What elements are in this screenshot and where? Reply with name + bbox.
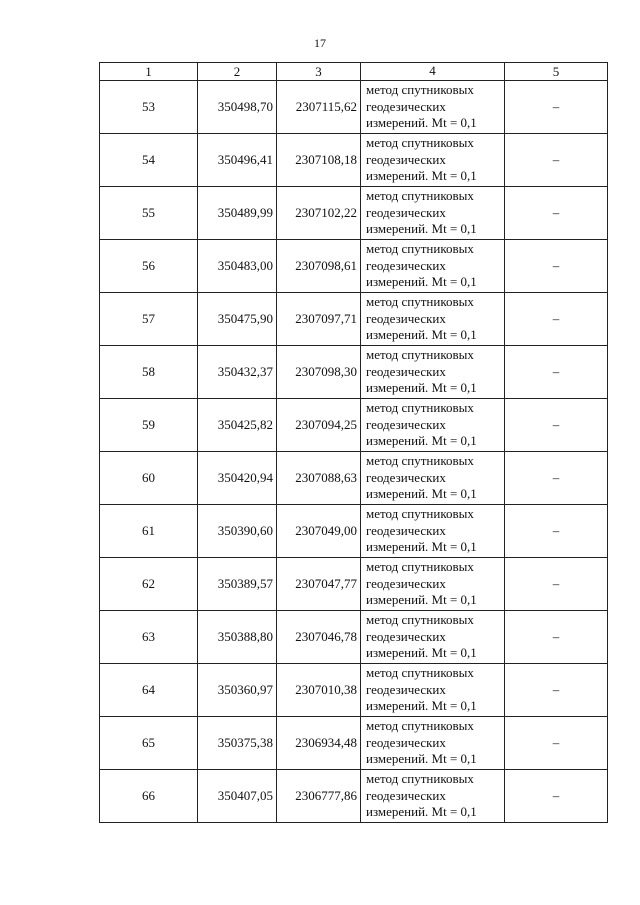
table-row <box>100 770 608 823</box>
note-cell: – <box>505 664 608 717</box>
point-number-cell: 66 <box>100 770 198 823</box>
x-coordinate-cell: 350390,60 <box>198 505 277 558</box>
point-number-cell: 62 <box>100 558 198 611</box>
column-header: 3 <box>277 63 361 81</box>
y-coordinate-cell: 2307049,00 <box>277 505 361 558</box>
x-coordinate-cell: 350375,38 <box>198 717 277 770</box>
y-coordinate-cell: 2307094,25 <box>277 399 361 452</box>
x-coordinate-cell: 350360,97 <box>198 664 277 717</box>
method-cell <box>361 717 505 770</box>
method-cell <box>361 558 505 611</box>
method-line: измерений. Mt = 0,1 <box>366 645 477 661</box>
point-number-cell: 56 <box>100 240 198 293</box>
method-line: геодезических <box>366 310 446 326</box>
table-row <box>100 505 608 558</box>
y-coordinate-cell: 2307098,61 <box>277 240 361 293</box>
table-row <box>100 240 608 293</box>
method-line: метод спутниковых <box>366 347 474 363</box>
column-header: 2 <box>198 63 277 81</box>
method-cell <box>361 611 505 664</box>
x-coordinate-cell: 350425,82 <box>198 399 277 452</box>
x-coordinate-cell: 350407,05 <box>198 770 277 823</box>
note-cell: – <box>505 187 608 240</box>
method-line: метод спутниковых <box>366 135 474 151</box>
method-line: метод спутниковых <box>366 559 474 575</box>
method-cell <box>361 770 505 823</box>
point-number-cell: 59 <box>100 399 198 452</box>
method-line: геодезических <box>366 734 446 750</box>
x-coordinate-cell: 350432,37 <box>198 346 277 399</box>
method-cell <box>361 81 505 134</box>
table-row <box>100 452 608 505</box>
point-number-cell: 65 <box>100 717 198 770</box>
method-line: геодезических <box>366 787 446 803</box>
method-line: геодезических <box>366 469 446 485</box>
y-coordinate-cell: 2307102,22 <box>277 187 361 240</box>
method-line: измерений. Mt = 0,1 <box>366 380 477 396</box>
method-line: измерений. Mt = 0,1 <box>366 592 477 608</box>
method-line: метод спутниковых <box>366 718 474 734</box>
method-cell <box>361 134 505 187</box>
method-line: геодезических <box>366 98 446 114</box>
method-line: метод спутниковых <box>366 82 474 98</box>
y-coordinate-cell: 2307047,77 <box>277 558 361 611</box>
method-line: геодезических <box>366 416 446 432</box>
point-number-cell: 53 <box>100 81 198 134</box>
y-coordinate-cell: 2306934,48 <box>277 717 361 770</box>
method-cell <box>361 399 505 452</box>
note-cell: – <box>505 240 608 293</box>
note-cell: – <box>505 505 608 558</box>
method-line: метод спутниковых <box>366 771 474 787</box>
method-line: геодезических <box>366 628 446 644</box>
method-line: измерений. Mt = 0,1 <box>366 751 477 767</box>
method-cell <box>361 664 505 717</box>
note-cell: – <box>505 81 608 134</box>
note-cell: – <box>505 293 608 346</box>
coordinates-table <box>99 62 608 823</box>
method-line: измерений. Mt = 0,1 <box>366 698 477 714</box>
y-coordinate-cell: 2307046,78 <box>277 611 361 664</box>
method-line: геодезических <box>366 681 446 697</box>
column-header: 1 <box>100 63 198 81</box>
note-cell: – <box>505 399 608 452</box>
method-line: геодезических <box>366 522 446 538</box>
method-line: метод спутниковых <box>366 188 474 204</box>
point-number-cell: 55 <box>100 187 198 240</box>
x-coordinate-cell: 350389,57 <box>198 558 277 611</box>
note-cell: – <box>505 558 608 611</box>
method-line: метод спутниковых <box>366 506 474 522</box>
table-row <box>100 346 608 399</box>
method-line: измерений. Mt = 0,1 <box>366 539 477 555</box>
method-line: измерений. Mt = 0,1 <box>366 221 477 237</box>
method-cell <box>361 240 505 293</box>
note-cell: – <box>505 452 608 505</box>
y-coordinate-cell: 2307097,71 <box>277 293 361 346</box>
table-header-row <box>100 63 608 81</box>
table-row <box>100 293 608 346</box>
method-line: измерений. Mt = 0,1 <box>366 168 477 184</box>
point-number-cell: 60 <box>100 452 198 505</box>
method-line: геодезических <box>366 257 446 273</box>
point-number-cell: 58 <box>100 346 198 399</box>
method-cell <box>361 452 505 505</box>
method-line: измерений. Mt = 0,1 <box>366 274 477 290</box>
column-header: 4 <box>361 63 505 81</box>
point-number-cell: 54 <box>100 134 198 187</box>
point-number-cell: 57 <box>100 293 198 346</box>
note-cell: – <box>505 611 608 664</box>
page-number: 17 <box>314 36 326 50</box>
method-line: метод спутниковых <box>366 400 474 416</box>
x-coordinate-cell: 350483,00 <box>198 240 277 293</box>
table-row <box>100 664 608 717</box>
method-line: геодезических <box>366 151 446 167</box>
method-cell <box>361 346 505 399</box>
note-cell: – <box>505 770 608 823</box>
method-line: метод спутниковых <box>366 612 474 628</box>
method-line: метод спутниковых <box>366 241 474 257</box>
note-cell: – <box>505 346 608 399</box>
table-row <box>100 717 608 770</box>
method-line: метод спутниковых <box>366 453 474 469</box>
y-coordinate-cell: 2307010,38 <box>277 664 361 717</box>
point-number-cell: 63 <box>100 611 198 664</box>
y-coordinate-cell: 2307088,63 <box>277 452 361 505</box>
y-coordinate-cell: 2307108,18 <box>277 134 361 187</box>
method-line: измерений. Mt = 0,1 <box>366 804 477 820</box>
method-line: геодезических <box>366 204 446 220</box>
y-coordinate-cell: 2307098,30 <box>277 346 361 399</box>
table-row <box>100 611 608 664</box>
method-line: измерений. Mt = 0,1 <box>366 486 477 502</box>
x-coordinate-cell: 350475,90 <box>198 293 277 346</box>
method-cell <box>361 505 505 558</box>
x-coordinate-cell: 350388,80 <box>198 611 277 664</box>
method-line: геодезических <box>366 363 446 379</box>
point-number-cell: 61 <box>100 505 198 558</box>
method-cell <box>361 187 505 240</box>
note-cell: – <box>505 717 608 770</box>
column-header: 5 <box>505 63 608 81</box>
table-row <box>100 558 608 611</box>
note-cell: – <box>505 134 608 187</box>
table-row <box>100 81 608 134</box>
x-coordinate-cell: 350498,70 <box>198 81 277 134</box>
table-row <box>100 134 608 187</box>
x-coordinate-cell: 350489,99 <box>198 187 277 240</box>
method-cell <box>361 293 505 346</box>
method-line: измерений. Mt = 0,1 <box>366 433 477 449</box>
y-coordinate-cell: 2307115,62 <box>277 81 361 134</box>
method-line: измерений. Mt = 0,1 <box>366 115 477 131</box>
table-row <box>100 187 608 240</box>
method-line: геодезических <box>366 575 446 591</box>
method-line: метод спутниковых <box>366 294 474 310</box>
table-row <box>100 399 608 452</box>
point-number-cell: 64 <box>100 664 198 717</box>
y-coordinate-cell: 2306777,86 <box>277 770 361 823</box>
x-coordinate-cell: 350496,41 <box>198 134 277 187</box>
method-line: измерений. Mt = 0,1 <box>366 327 477 343</box>
x-coordinate-cell: 350420,94 <box>198 452 277 505</box>
method-line: метод спутниковых <box>366 665 474 681</box>
